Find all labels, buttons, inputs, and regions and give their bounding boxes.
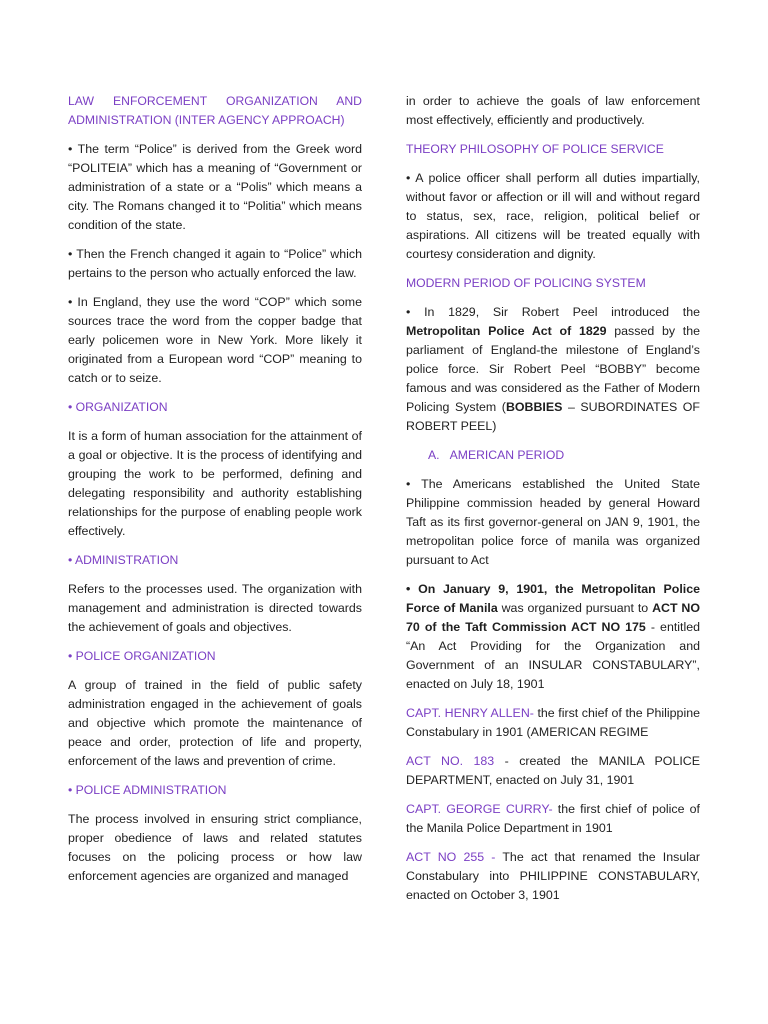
text-segment: - created the MANILA POLICE DEPARTMENT, enacted on July 31, 1901 [406,754,700,787]
label-act-255: ACT NO 255 - [406,850,496,864]
text-segment: – SUBORDINATES OF ROBERT PEEL) [406,400,700,433]
paragraph-henry-allen [406,704,700,742]
bold-metropolitan-act: Metropolitan Police Act of 1829 [406,324,607,338]
heading-organization: • ORGANIZATION [68,400,168,414]
label-henry-allen: CAPT. HENRY ALLEN- [406,706,534,720]
heading-american-period: A. AMERICAN PERIOD [428,448,565,462]
text-segment: the first chief of the Philippine Constabulary in 1901 (AMERICAN REGIME [406,706,700,739]
paragraph-january-1901 [406,580,700,694]
text-segment: - entitled “An Act Providing for the Organization and Government of an INSULAR CONSTABULARY”, enacted on July 18, 1901 [406,620,701,691]
text-segment: was organized pursuant to [497,601,653,615]
text-segment: the first chief of police of the Manila Police Department in 1901 [406,802,700,835]
bold-act-no-70: ACT NO 70 of the Taft Commission ACT NO 175 [406,601,700,634]
right-column [406,92,700,915]
paragraph-police-organization: A group of trained in the field of public safety administration engaged in the achievement of goals and objective which promote the maintenance of peace and order, protection of life and property, enforcement of the laws and prevention of crime. [68,678,362,768]
label-act-183: ACT NO. 183 [406,754,495,768]
bold-january-1901: • On January 9, 1901, the Metropolitan Police Force of Manila [406,582,700,615]
paragraph-organization: It is a form of human association for the attainment of a goal or objective. It is the process of identifying and grouping the work to be performed, defining and delegating responsibility and authority establishing relationships for the purpose of enabling people work effectively. [68,429,362,538]
paragraph-england-cop: • In England, they use the word “COP” which some sources trace the word from the copper badge that early policemen wore in New York. More likely it originated from a European word “COP” meaning to catch or to seize. [68,295,362,385]
paragraph-administration: Refers to the processes used. The organization with management and administration is directed towards the achievement of goals and objectives. [68,582,362,634]
paragraph-french-police: • Then the French changed it again to “Police” which pertains to the person who actually enforced the law. [68,247,362,280]
heading-police-administration: • POLICE ADMINISTRATION [68,783,227,797]
paragraph-theory-philosophy: • A police officer shall perform all duties impartially, without favor or affection or ill will and without regard to status, sex, race, religion, political belief or aspirations. All citizens will be treated equally with courtesy consideration and dignity. [406,171,700,261]
heading-police-organization: • POLICE ORGANIZATION [68,649,216,663]
text-segment: • In 1829, Sir Robert Peel introduced the [406,305,700,319]
paragraph-modern-period [406,303,700,436]
bold-bobbies: BOBBIES [505,400,563,414]
heading-administration: • ADMINISTRATION [68,553,179,567]
text-segment: passed by the parliament of England-the milestone of England’s police force. Sir Robert Peel “BOBBY” become famous and was considered as the Father of Modern Policing System ( [406,324,701,414]
paragraph-continuation: in order to achieve the goals of law enforcement most effectively, efficiently and productively. [406,94,700,127]
document-title: LAW ENFORCEMENT ORGANIZATION AND ADMINISTRATION (INTER AGENCY APPROACH) [68,94,362,127]
heading-theory-philosophy: THEORY PHILOSOPHY OF POLICE SERVICE [406,142,664,156]
paragraph-american-period: • The Americans established the United State Philippine commission headed by general Howard Taft as its first governor-general on JAN 9, 1901, the metropolitan police force of manila was organized pursuant to Act [406,477,700,567]
paragraph-george-curry [406,800,700,838]
paragraph-police-etymology: • The term “Police” is derived from the Greek word “POLITEIA” which has a meaning of “Government or administration of a state or a “Polis” which means a city. The Romans changed it to “Politia” which means condition of the state. [68,142,362,232]
paragraph-act-255 [406,848,700,905]
text-segment: The act that renamed the Insular Constabulary into PHILIPPINE CONSTABULARY, enacted on October 3, 1901 [406,850,700,902]
paragraph-act-183 [406,752,700,790]
label-george-curry: CAPT. GEORGE CURRY- [406,802,553,816]
heading-modern-period: MODERN PERIOD OF POLICING SYSTEM [406,276,646,290]
left-column [68,92,362,896]
paragraph-police-administration: The process involved in ensuring strict compliance, proper obedience of laws and related statutes focuses on the policing process or how law enforcement agencies are organized and managed [68,812,362,883]
